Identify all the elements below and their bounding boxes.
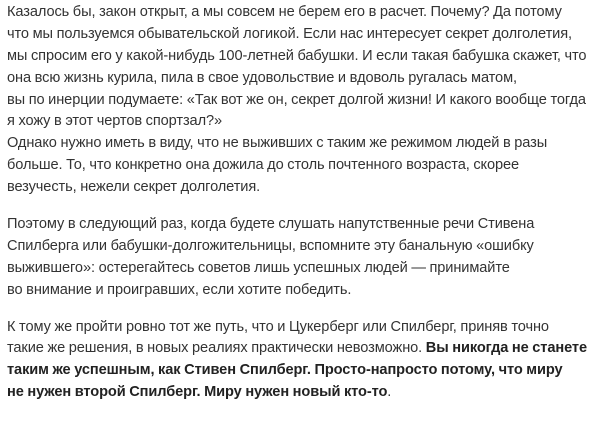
paragraph-conclusion	[7, 317, 601, 405]
paragraph-survivor-error	[7, 214, 601, 302]
text-line: во внимание и проигравших, если хотите победить.	[7, 281, 352, 298]
article-body	[7, 2, 601, 404]
text-line: что мы пользуемся обывательской логикой. Если нас интересует секрет долголетия,	[7, 25, 572, 42]
text-line: мы спросим его у какой-нибудь 100-летней бабушки. И если такая бабушка скажет, что	[7, 47, 587, 64]
text-bold: Вы никогда не станете	[425, 340, 587, 357]
text-line: К тому же пройти ровно тот же путь, что и Цукерберг или Спилберг, приняв точно	[7, 318, 549, 335]
text-line: больше. То, что конкретно она дожила до столь почтенного возраста, скорее	[7, 157, 520, 174]
text-line: я хожу в этот чертов спортзал?»	[7, 113, 223, 130]
text-regular: такие же решения, в новых реалиях практически невозможно.	[7, 340, 426, 357]
text-regular: .	[387, 384, 392, 401]
text-line: Спилберга или бабушки-долгожительницы, вспомните эту банальную «ошибку	[7, 237, 534, 254]
paragraph-survivor-logic	[7, 2, 601, 199]
text-line	[7, 338, 601, 360]
text-line: вы по инерции подумаете: «Так вот же он, секрет долгой жизни! И какого вообще тогда	[7, 91, 586, 108]
paragraph-spacer	[7, 199, 601, 214]
text-line: выжившего»: остерегайтесь советов лишь успешных людей — принимайте	[7, 259, 510, 276]
text-line: Поэтому в следующий раз, когда будете слушать напутственные речи Стивена	[7, 216, 535, 233]
text-line: Однако нужно иметь в виду, что не выживших с таким же режимом людей в разы	[7, 135, 548, 152]
text-line-bold: таким же успешным, как Стивен Спилберг. Просто-напросто потому, что миру	[7, 362, 563, 379]
text-bold: не нужен второй Спилберг. Миру нужен новый кто-то	[7, 384, 388, 401]
text-line: везучесть, нежели секрет долголетия.	[7, 179, 261, 196]
text-line: Казалось бы, закон открыт, а мы совсем не берем его в расчет. Почему? Да потому	[7, 4, 562, 20]
text-line	[7, 382, 601, 404]
text-line: она всю жизнь курила, пила в свое удовольствие и вдоволь ругалась матом,	[7, 69, 517, 86]
paragraph-spacer	[7, 302, 601, 317]
